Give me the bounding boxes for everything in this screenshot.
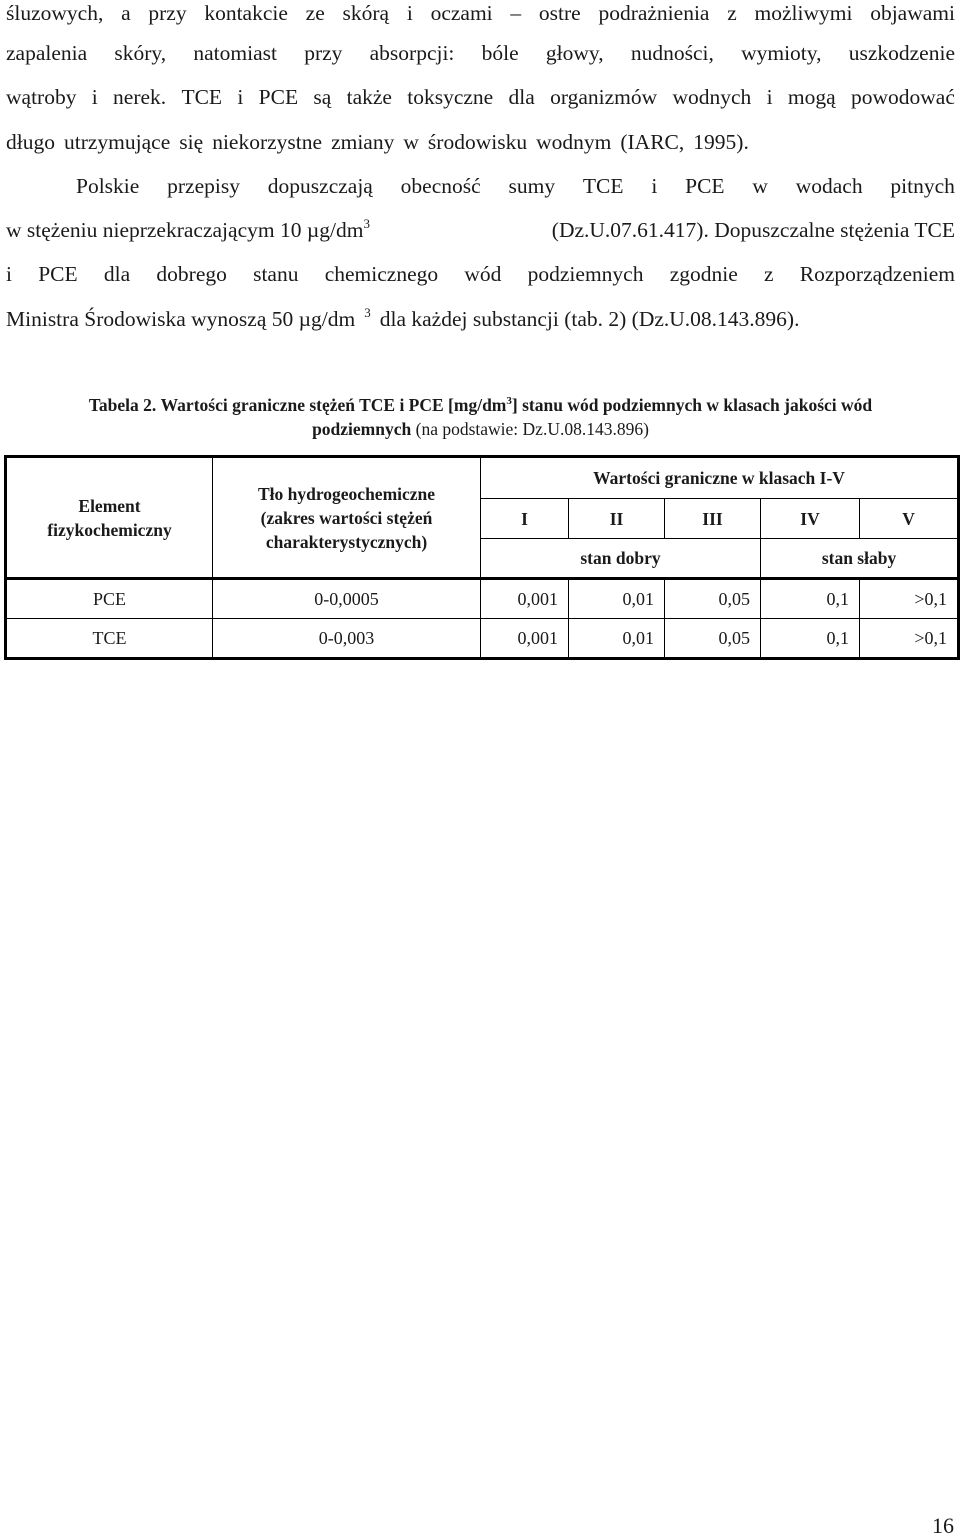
word: pitnych [890,174,955,198]
cell-value: >0,1 [860,619,959,659]
word: także [346,85,392,109]
word: podrażnienia [598,1,710,25]
word: zapalenia [6,41,88,65]
text-line [6,84,955,110]
word: wodnym [536,130,612,154]
word: – [510,1,522,25]
text-line [76,173,955,199]
cell-element: TCE [6,619,213,659]
table-row [6,619,959,659]
text-line [6,261,955,287]
text-fragment: Ministra Środowiska wynoszą 50 µg/dm $^3$ [6,305,371,331]
word: ostre [538,1,581,25]
text-line [6,217,955,243]
word: długo [6,130,55,154]
word: stanu [253,262,299,286]
word: dla [103,262,131,286]
word: podziemnych [527,262,644,286]
word: PCE [685,174,725,198]
cell-background: 0-0,0005 [213,579,481,619]
word: i [237,85,244,109]
word: (IARC, [620,130,685,154]
word: bóle [481,41,519,65]
header-background: Tło hydrogeochemiczne (zakres wartości stężeń charakterystycznych) [213,457,481,579]
table-caption [6,393,955,417]
text-line [6,306,955,332]
word: głowy, [545,41,604,65]
word: możliwymi [754,1,853,25]
cell-value: 0,01 [569,619,665,659]
cell-value: 0,05 [665,619,761,659]
word: uszkodzenie [848,41,955,65]
cell-value: 0,1 [761,619,860,659]
word: skórą [342,1,390,25]
word: przy [148,1,187,25]
cell-value: 0,1 [761,579,860,619]
word: ze [305,1,325,25]
word: i [406,1,413,25]
word: w [403,130,419,154]
word: wodach [795,174,863,198]
header-class: II [569,499,665,539]
word: dobrego [156,262,227,286]
word: przy [304,41,343,65]
word: natomiast [193,41,277,65]
page-number: 16 [932,1513,954,1538]
word: obecność [400,174,481,198]
cell-value: >0,1 [860,579,959,619]
cell-background: 0-0,003 [213,619,481,659]
word: dopuszczają [267,174,373,198]
word: z [764,262,774,286]
word: zgodnie [669,262,738,286]
word: nudności, [630,41,714,65]
word: a [121,1,131,25]
cell-value: 0,01 [569,579,665,619]
table-caption-cont [6,417,955,441]
header-class: V [860,499,959,539]
word: z [727,1,737,25]
word: dla [508,85,535,109]
table-row [6,579,959,619]
header-limits: Wartości graniczne w klasach I-V [481,457,959,499]
word: TCE [181,85,223,109]
word: objawami [870,1,955,25]
text-fragment: w stężeniu nieprzekraczającym 10 $\mu g/dm^3$ [6,216,370,242]
word: chemicznego [324,262,439,286]
word: PCE [258,85,299,109]
word: organizmów [550,85,658,109]
word: w [752,174,768,198]
header-element: Element fizykochemiczny [6,457,213,579]
header-class: IV [761,499,860,539]
word: Rozporządzeniem [799,262,955,286]
word: absorpcji: [369,41,455,65]
header-class: III [665,499,761,539]
word: i [766,85,773,109]
text-fragment: (Dz.U.07.61.417). Dopuszczalne stężenia TCE [551,218,955,242]
word: PCE [38,262,78,286]
word: środowisku [427,130,528,154]
word: kontakcie [204,1,288,25]
text-line [6,40,955,66]
text-line [6,0,955,26]
header-class: I [481,499,569,539]
header-state-good: stan dobry [481,539,761,579]
cell-element: PCE [6,579,213,619]
limits-table [4,455,960,660]
caption-title: Wartości graniczne stężeń TCE i PCE $[mg/dm^3]$ stanu wód podziemnych w klasach jakości wód [160,395,873,415]
text-fragment: dla każdej substancji (tab. 2) (Dz.U.08.143.896). [379,307,800,331]
word: się [179,130,204,154]
word: mogą [787,85,836,109]
word: wątroby [6,85,77,109]
header-state-poor: stan słaby [761,539,959,579]
word: sumy [508,174,556,198]
word: utrzymujące [64,130,171,154]
word: oczami [430,1,493,25]
word: i [651,174,658,198]
caption-source: (na podstawie: Dz.U.08.143.896) [415,419,649,439]
word: są [313,85,332,109]
word: i [6,262,12,286]
word: toksyczne [407,85,494,109]
word: nerek. [113,85,167,109]
word: i [91,85,98,109]
word: wymioty, [741,41,822,65]
word: powodować [850,85,955,109]
cell-value: 0,05 [665,579,761,619]
word: zmiany [331,130,395,154]
text-line [6,129,955,155]
caption-title-cont: podziemnych [312,419,412,439]
word: przepisy [167,174,240,198]
caption-label: Tabela 2. [88,395,157,415]
word: śluzowych, [6,1,104,25]
word: TCE [582,174,624,198]
word: wód [464,262,502,286]
word: wodnych [672,85,752,109]
word: 1995). [693,130,749,154]
word: skóry, [114,41,167,65]
word: niekorzystne [212,130,323,154]
word: Polskie [76,174,140,198]
cell-value: 0,001 [481,579,569,619]
cell-value: 0,001 [481,619,569,659]
